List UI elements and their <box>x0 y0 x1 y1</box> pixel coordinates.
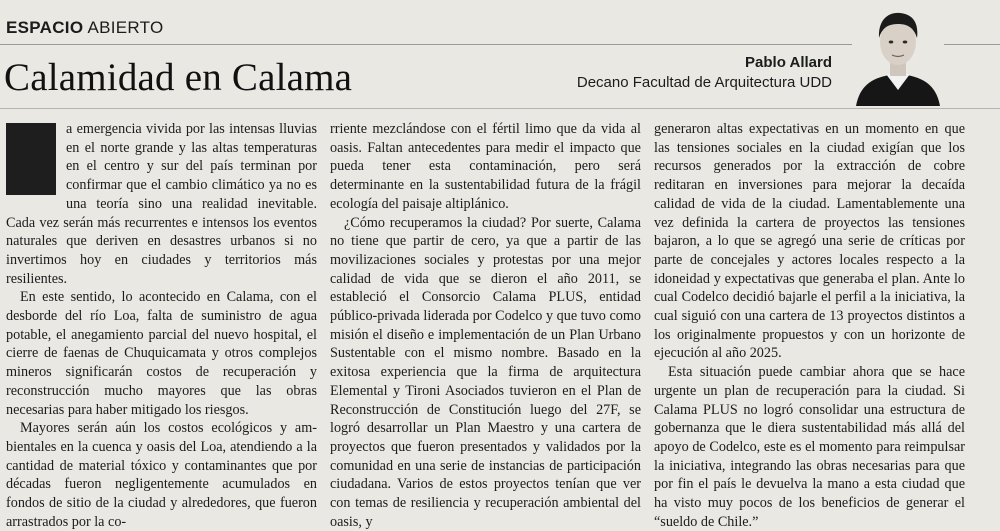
byline <box>577 54 832 94</box>
paragraph: rriente mezclándose con el fértil limo que da vida al oasis. Faltan antecedentes para medir el impacto que pueda tener esta contaminación, pero será determinante en la sustentabilidad futura de la frágil ecología del paisaje altiplánico. <box>330 121 641 212</box>
author-portrait <box>852 2 944 106</box>
top-divider <box>0 44 1000 45</box>
section-label-normal: ABIERTO <box>87 18 164 37</box>
article-column-2 <box>330 120 641 530</box>
paragraph: ¿Cómo recuperamos la ciudad? Por suerte, Calama no tiene que partir de cero, ya que a partir de las movilizaciones sociales y protestas por una mejor calidad de vida que se dieron el año 2011, se estableció el Consorcio Calama PLUS, entidad público-privada liderada por Codelco y que tuvo como misión el diseño e implementación de un Plan Urbano Sustentable con el mismo nombre. Basado en la exitosa experiencia que la firma de arquitectura Elemental y Tironi Asociados tuvieron en el Plan de Reconstrucción de Constitución luego del 27F, se logró desarrollar un Plan Maestro y una cartera de proyectos que fueron presentados y validados por la comunidad en una serie de instancias de participación ciudadana. Varios de estos proyectos tenían que ver con temas de resiliencia y recuperación ambiental del oasis, y <box>330 214 641 530</box>
section-label-bold: ESPACIO <box>6 18 84 37</box>
paragraph: generaron altas expectativas en un momento en que las tensiones sociales en la ciudad exigían que los recursos generados por la extracción de cobre reditaran en inversiones para mejorar la decaída calidad de vida de la ciudad. Lamentablemente una vez definida la cartera de proyectos las tensiones bajaron, a lo que se agregó una serie de críticas por parte de concejales y actores locales respecto a la idoneidad y expectativas que generaba el plan. Ante lo cual Codelco decidió bajarle el perfil a la iniciativa, la cual siguió con una cartera de 13 proyectos distintos a los originalmente propuestos y con un horizonte de ejecución al año 2025. <box>654 121 965 362</box>
byline-author: Pablo Allard <box>745 54 832 71</box>
headline: Calamidad en Calama <box>4 56 353 99</box>
paragraph: Esta situación puede cambiar ahora que se hace urgente un plan de recuperación para la ciudad. Si Calama PLUS no logró consolidar una estructura de gobernanza que le diera sustentabilidad más allá del apoyo de Codelco, este es el momento para reimpulsar la iniciativa, integrando las obras necesarias para que por fin el país le devuelva la mano a esta ciudad que ha visto muy pocos de los beneficios de generar el “sueldo de Chile.” <box>654 364 965 530</box>
paragraph: Mayores serán aún los costos ecológicos y ambientales en la cuenca y oasis del Loa, atendiendo a la cantidad de material tóxico y contaminantes que por décadas fueron negligentemente acumulados en fondos de sitio de la ciudad y alrededores, que fueron arrastrados por la co- <box>6 420 317 530</box>
paragraph: a emergencia vivida por las intensas lluvias en el norte grande y las altas temperaturas en el centro y sur del país terminan por confirmar que el cambio climático ya no es una teoría sino una realidad inevitable. Cada vez serán más recurrentes e intensos los eventos naturales que deriven en desastres urbanos si no invertimos hoy en ciudades y territorios más resilientes. <box>6 121 317 287</box>
paragraph: En este sentido, lo acontecido en Calama, con el desborde del río Loa, falta de suministro de agua potable, el anegamiento parcial del nuevo hospital, el cierre de faenas de Chuquicamata y otros complejos mineros significarán costos de recuperación y reconstrucción mucho mayores que las obras necesarias para haber mitigado los riesgos. <box>6 289 317 418</box>
section-label <box>6 18 164 38</box>
byline-role: Decano Facultad de Arquitectura UDD <box>576 74 832 91</box>
article-column-3 <box>654 120 965 530</box>
header-divider <box>0 108 1000 109</box>
article-column-1 <box>6 120 317 530</box>
dropcap-letter <box>6 123 56 195</box>
